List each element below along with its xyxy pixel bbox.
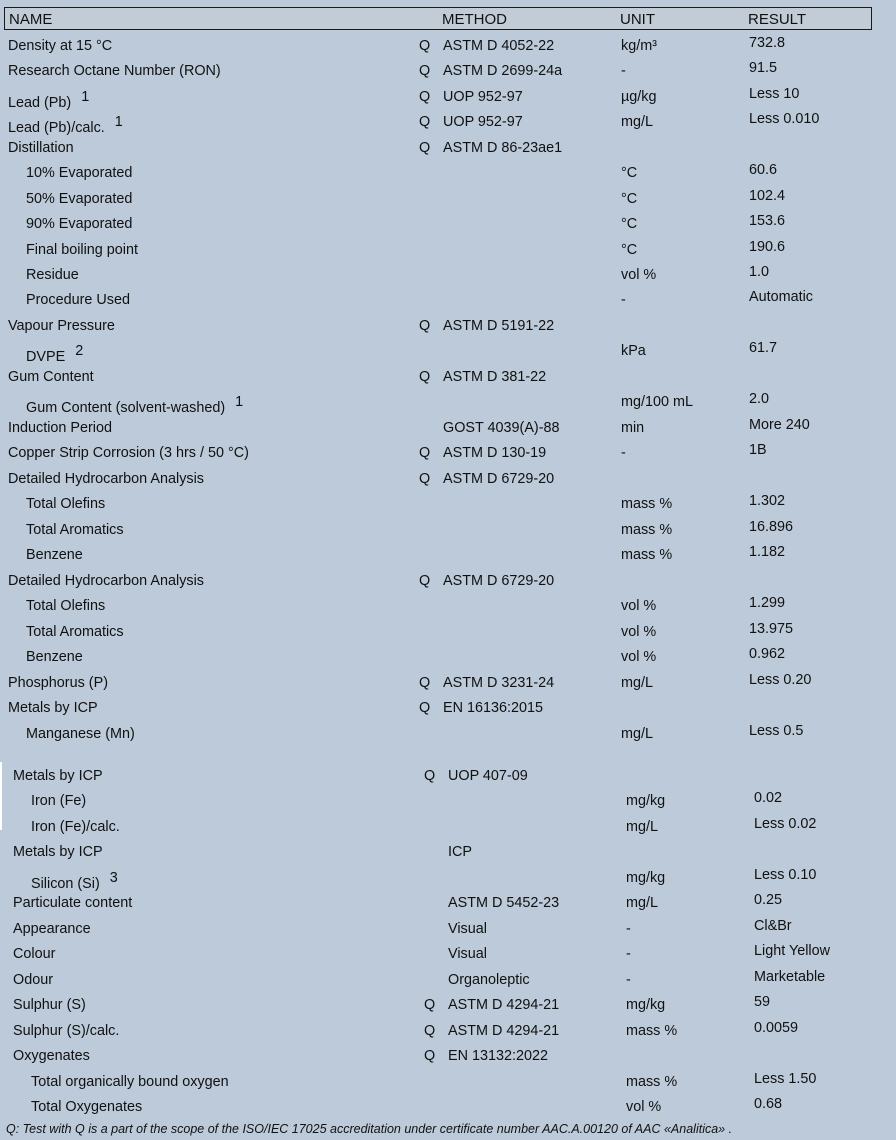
accreditation-footnote: Q: Test with Q is a part of the scope of the ISO/IEC 17025 accreditation under certificate number AAC.A.00120 of AAC «Analitica» .	[6, 1122, 733, 1136]
test-name: Odour	[13, 972, 53, 988]
table-row	[13, 1096, 870, 1123]
unit: °C	[621, 191, 638, 207]
table-row	[13, 1071, 870, 1098]
table-row	[8, 86, 870, 113]
test-name: Benzene	[26, 547, 83, 563]
result-value: 2.0	[749, 391, 770, 407]
unit: min	[621, 420, 645, 436]
table-row	[13, 867, 870, 894]
result-value: 0.25	[754, 892, 783, 908]
unit: -	[626, 972, 631, 988]
unit: kPa	[621, 343, 646, 359]
table-row	[8, 471, 870, 495]
table-row	[8, 573, 870, 597]
table-row	[13, 994, 870, 1021]
test-name: 90% Evaporated	[26, 216, 133, 232]
result-value: 16.896	[749, 519, 794, 535]
unit: mg/100 mL	[621, 394, 693, 410]
unit: -	[626, 946, 631, 962]
unit: °C	[621, 216, 638, 232]
result-value: Less 0.20	[749, 672, 812, 688]
test-method: Organoleptic	[448, 972, 530, 988]
result-value: Less 0.5	[749, 723, 804, 739]
test-name: Phosphorus (P)	[8, 675, 108, 691]
table-row	[13, 1020, 870, 1047]
table-row	[8, 369, 870, 393]
table-header	[4, 7, 872, 30]
test-name: Density at 15 °C	[8, 38, 113, 54]
unit: mg/L	[626, 819, 658, 835]
accreditation-mark: Q	[419, 700, 431, 716]
table-row	[8, 111, 870, 138]
table-row	[8, 289, 870, 316]
unit: mg/kg	[626, 870, 666, 886]
footnote-marker: 3	[109, 870, 118, 886]
unit: mg/L	[621, 114, 653, 130]
unit: kg/m³	[621, 38, 657, 54]
test-method: ASTM D 130-19	[443, 445, 547, 461]
result-value: More 240	[749, 417, 810, 433]
unit: vol %	[621, 598, 657, 614]
test-name: Research Octane Number (RON)	[8, 63, 221, 79]
test-name: Metals by ICP	[8, 700, 98, 716]
test-name: Iron (Fe)/calc.	[31, 819, 120, 835]
unit: -	[621, 63, 626, 79]
result-value: 1B	[749, 442, 767, 458]
test-name: Sulphur (S)/calc.	[13, 1023, 120, 1039]
result-value: Less 0.10	[754, 867, 817, 883]
result-value: Less 10	[749, 86, 800, 102]
table-row	[13, 844, 870, 868]
test-name: Gum Content (solvent-washed) 1	[26, 394, 244, 416]
table-row	[13, 892, 870, 919]
table-row	[8, 621, 870, 648]
result-value: 0.0059	[754, 1020, 799, 1036]
table-row	[8, 340, 870, 367]
accreditation-mark: Q	[419, 445, 431, 461]
table-row	[8, 213, 870, 240]
unit: mass %	[621, 522, 673, 538]
result-value: Less 1.50	[754, 1071, 817, 1087]
result-value: 102.4	[749, 188, 786, 204]
test-name: Colour	[13, 946, 56, 962]
unit: vol %	[621, 649, 657, 665]
test-method: GOST 4039(A)-88	[443, 420, 560, 436]
table-row	[13, 918, 870, 945]
test-method: EN 16136:2015	[443, 700, 544, 716]
accreditation-mark: Q	[424, 768, 436, 784]
unit: °C	[621, 242, 638, 258]
footnote-marker: 2	[75, 343, 84, 359]
test-name: Particulate content	[13, 895, 133, 911]
test-name: Induction Period	[8, 420, 113, 436]
test-name: Detailed Hydrocarbon Analysis	[8, 471, 204, 487]
table-row	[8, 318, 870, 342]
footnote-marker: 1	[114, 114, 123, 130]
table-row	[8, 162, 870, 189]
accreditation-mark: Q	[424, 1048, 436, 1064]
test-name: Lead (Pb)/calc. 1	[8, 114, 123, 136]
test-method: UOP 407-09	[448, 768, 528, 784]
table-row	[13, 790, 870, 817]
accreditation-mark: Q	[419, 318, 431, 334]
table-row	[8, 595, 870, 622]
test-name: Silicon (Si) 3	[31, 870, 118, 892]
test-name: Vapour Pressure	[8, 318, 115, 334]
result-value: Less 0.02	[754, 816, 817, 832]
test-name: Metals by ICP	[13, 768, 103, 784]
accreditation-mark: Q	[419, 369, 431, 385]
unit: mg/L	[626, 895, 658, 911]
test-name: Total Olefins	[26, 598, 106, 614]
table-row	[8, 646, 870, 673]
accreditation-mark: Q	[419, 89, 431, 105]
table-row	[13, 1048, 870, 1072]
table-row	[8, 391, 870, 418]
result-value: 59	[754, 994, 771, 1010]
unit: -	[621, 292, 626, 308]
unit: mg/kg	[626, 997, 666, 1013]
result-value: Light Yellow	[754, 943, 831, 959]
table-row	[8, 140, 870, 164]
result-value: 0.962	[749, 646, 786, 662]
result-value: 0.02	[754, 790, 783, 806]
test-method: ASTM D 4294-21	[448, 1023, 560, 1039]
accreditation-mark: Q	[424, 1023, 436, 1039]
unit: -	[621, 445, 626, 461]
test-method: Visual	[448, 921, 487, 937]
table-row	[8, 544, 870, 571]
accreditation-mark: Q	[424, 997, 436, 1013]
test-name: Oxygenates	[13, 1048, 90, 1064]
test-name: Procedure Used	[26, 292, 130, 308]
test-name: Gum Content	[8, 369, 94, 385]
test-method: ASTM D 5191-22	[443, 318, 555, 334]
test-method: ASTM D 5452-23	[448, 895, 560, 911]
test-name: 50% Evaporated	[26, 191, 133, 207]
unit: vol %	[621, 267, 657, 283]
result-value: 153.6	[749, 213, 786, 229]
unit: mass %	[621, 547, 673, 563]
table-row	[8, 672, 870, 699]
result-value: Less 0.010	[749, 111, 820, 127]
result-value: 1.302	[749, 493, 786, 509]
test-name: Lead (Pb) 1	[8, 89, 90, 111]
table-row	[13, 768, 870, 792]
unit: mg/L	[621, 726, 653, 742]
header-result: RESULT	[748, 11, 807, 28]
accreditation-mark: Q	[419, 471, 431, 487]
table-row	[8, 519, 870, 546]
unit: °C	[621, 165, 638, 181]
test-method: Visual	[448, 946, 487, 962]
accreditation-mark: Q	[419, 114, 431, 130]
unit: mass %	[626, 1023, 678, 1039]
accreditation-mark: Q	[419, 63, 431, 79]
table-row	[8, 493, 870, 520]
test-name: Total Aromatics	[26, 624, 124, 640]
footnote-marker: 1	[235, 394, 244, 410]
test-method: ASTM D 4294-21	[448, 997, 560, 1013]
test-method: ASTM D 4052-22	[443, 38, 555, 54]
test-name: Detailed Hydrocarbon Analysis	[8, 573, 204, 589]
test-method: UOP 952-97	[443, 89, 523, 105]
unit: vol %	[626, 1099, 662, 1115]
result-value: Cl&Br	[754, 918, 792, 934]
header-method: METHOD	[442, 11, 507, 28]
result-value: 0.68	[754, 1096, 783, 1112]
table-row	[8, 700, 870, 724]
unit: mg/L	[621, 675, 653, 691]
unit: mass %	[626, 1074, 678, 1090]
result-value: Automatic	[749, 289, 813, 305]
test-name: Total organically bound oxygen	[31, 1074, 229, 1090]
result-value: 61.7	[749, 340, 778, 356]
result-value: Marketable	[754, 969, 826, 985]
test-method: UOP 952-97	[443, 114, 523, 130]
test-method: ASTM D 6729-20	[443, 471, 555, 487]
table-row	[8, 417, 870, 444]
result-value: 1.0	[749, 264, 770, 280]
test-name: Distillation	[8, 140, 74, 156]
test-name: Residue	[26, 267, 79, 283]
test-name: Appearance	[13, 921, 91, 937]
test-name: 10% Evaporated	[26, 165, 133, 181]
test-name: Final boiling point	[26, 242, 138, 258]
result-value: 1.299	[749, 595, 786, 611]
unit: mass %	[621, 496, 673, 512]
table-row	[8, 264, 870, 291]
test-name: Sulphur (S)	[13, 997, 86, 1013]
table-row	[8, 35, 870, 62]
test-method: ASTM D 3231-24	[443, 675, 555, 691]
accreditation-mark: Q	[419, 675, 431, 691]
header-unit: UNIT	[620, 11, 655, 28]
unit: vol %	[621, 624, 657, 640]
table-row	[13, 969, 870, 996]
test-name: DVPE 2	[26, 343, 84, 365]
table-row	[8, 60, 870, 87]
table-row	[13, 943, 870, 970]
table-row	[13, 816, 870, 843]
test-method: EN 13132:2022	[448, 1048, 549, 1064]
test-method: ASTM D 2699-24a	[443, 63, 563, 79]
header-name: NAME	[9, 11, 53, 28]
result-value: 190.6	[749, 239, 786, 255]
result-value: 91.5	[749, 60, 778, 76]
test-method: ASTM D 86-23ae1	[443, 140, 563, 156]
result-value: 13.975	[749, 621, 794, 637]
table-row	[8, 188, 870, 215]
result-value: 1.182	[749, 544, 786, 560]
test-name: Manganese (Mn)	[26, 726, 135, 742]
test-name: Total Oxygenates	[31, 1099, 143, 1115]
unit: -	[626, 921, 631, 937]
test-method: ICP	[448, 844, 472, 860]
accreditation-mark: Q	[419, 38, 431, 54]
unit: µg/kg	[621, 89, 657, 105]
test-name: Total Aromatics	[26, 522, 124, 538]
table-row	[8, 723, 870, 750]
table-row	[8, 239, 870, 266]
test-method: ASTM D 6729-20	[443, 573, 555, 589]
test-name: Copper Strip Corrosion (3 hrs / 50 °C)	[8, 445, 249, 461]
accreditation-mark: Q	[419, 140, 431, 156]
result-value: 732.8	[749, 35, 786, 51]
test-method: ASTM D 381-22	[443, 369, 547, 385]
test-name: Metals by ICP	[13, 844, 103, 860]
scan-edge	[0, 762, 2, 830]
result-value: 60.6	[749, 162, 778, 178]
footnote-marker: 1	[81, 89, 90, 105]
test-name: Total Olefins	[26, 496, 106, 512]
test-name: Benzene	[26, 649, 83, 665]
table-row	[8, 442, 870, 469]
test-name: Iron (Fe)	[31, 793, 87, 809]
accreditation-mark: Q	[419, 573, 431, 589]
unit: mg/kg	[626, 793, 666, 809]
